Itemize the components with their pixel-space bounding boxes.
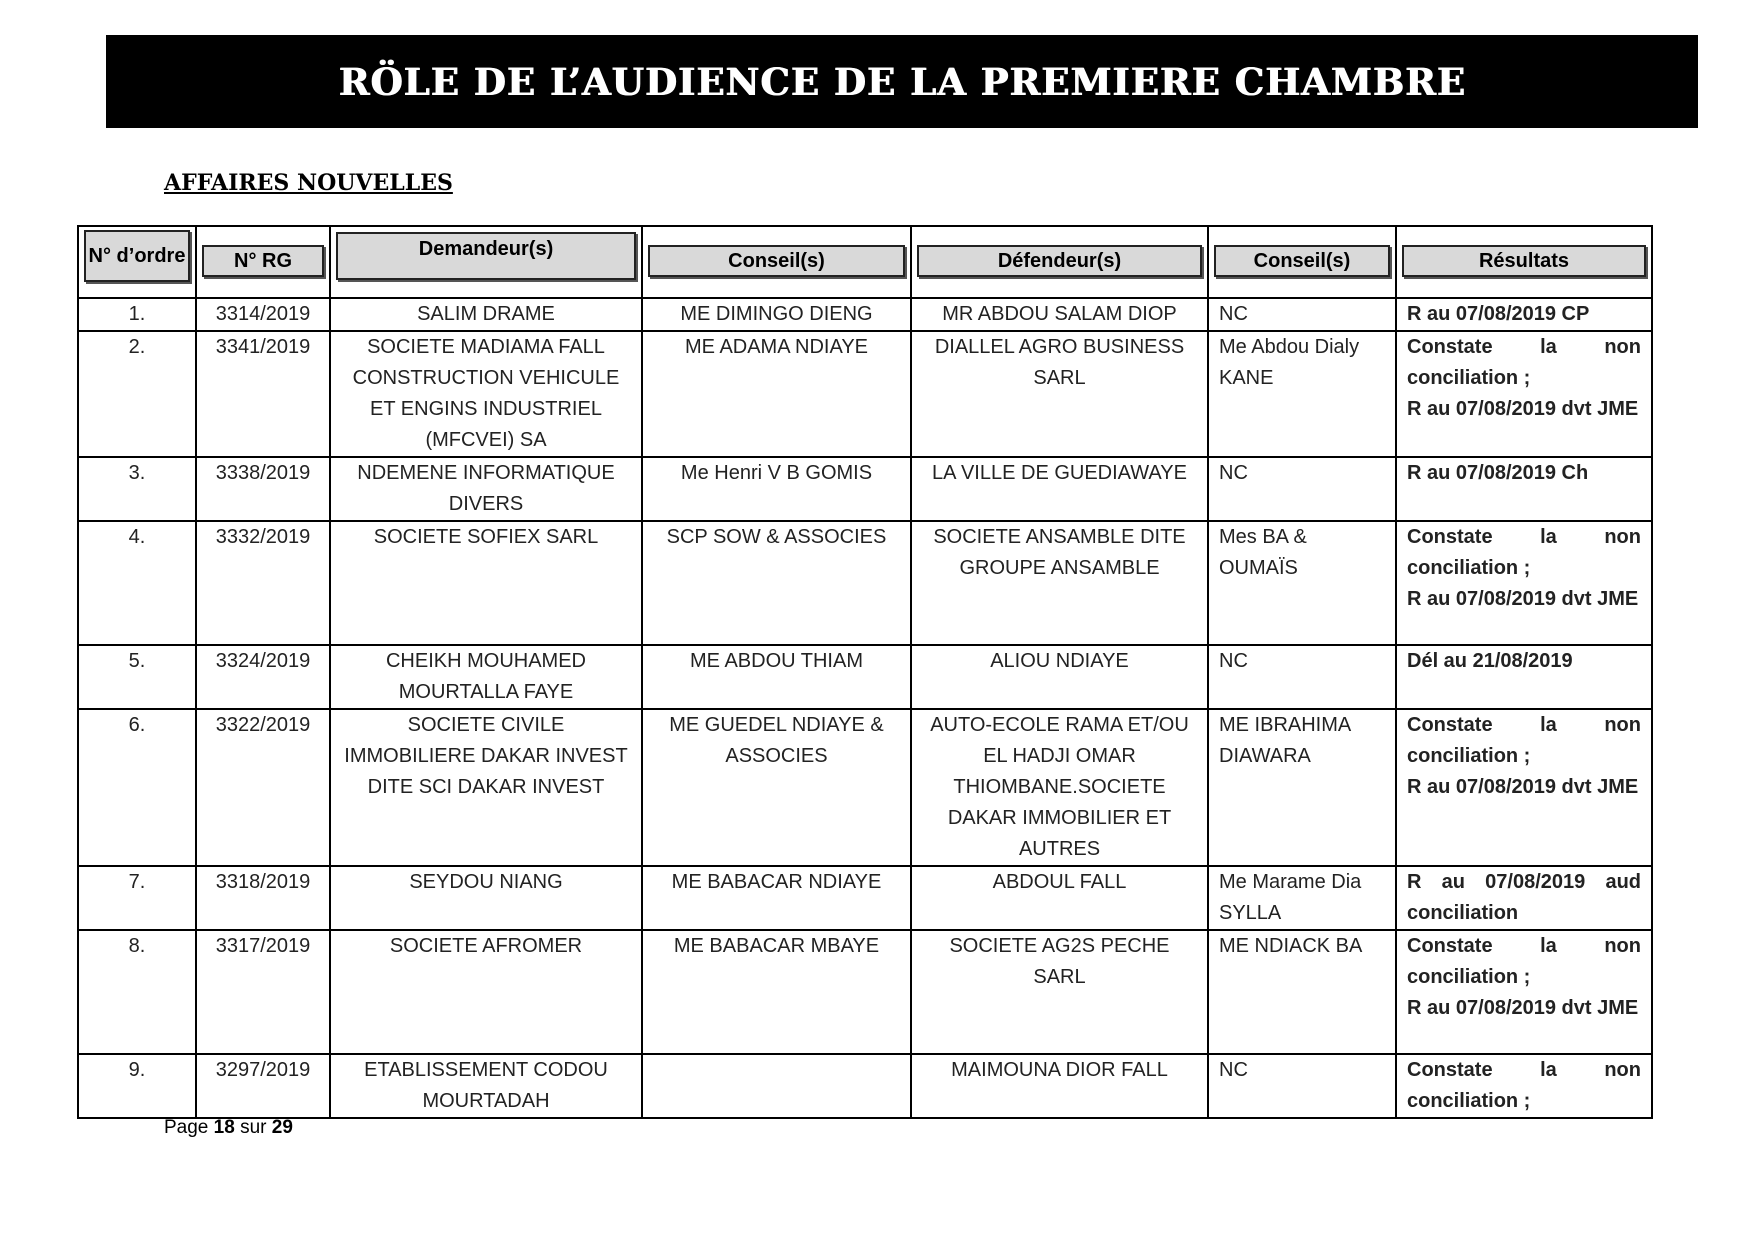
header-cell-rg (196, 226, 330, 298)
resultat-cell (1396, 298, 1652, 331)
header-cell-order (78, 226, 196, 298)
demandeur-cell: CHEIKH MOUHAMED MOURTALLA FAYE (330, 645, 642, 709)
resultat-cell (1396, 331, 1652, 457)
resultat-line: R au 07/08/2019 dvt JME (1407, 776, 1639, 798)
conseil-demandeur-cell: ME GUEDEL NDIAYE & ASSOCIES (642, 709, 911, 866)
page-title: RÖLE DE L’AUDIENCE DE LA PREMIERE CHAMBRE (338, 59, 1466, 104)
section-title: AFFAIRES NOUVELLES (164, 170, 453, 196)
table-row (78, 457, 1652, 521)
conseil-demandeur-cell: ME DIMINGO DIENG (642, 298, 911, 331)
page-total: 29 (271, 1117, 293, 1138)
page-label: Page (164, 1117, 209, 1138)
conseil-demandeur-cell: SCP SOW & ASSOCIES (642, 521, 911, 645)
table-row (78, 331, 1652, 457)
row-number: 8. (78, 930, 196, 1054)
conseil-demandeur-cell: ME ADAMA NDIAYE (642, 331, 911, 457)
conseil-defendeur-cell: ME NDIACK BA (1208, 930, 1396, 1054)
header-defendeur: Défendeur(s) (917, 245, 1202, 277)
resultat-line: Constate la non conciliation ; (1407, 526, 1641, 579)
conseil-defendeur-cell: Me Abdou Dialy KANE (1208, 331, 1396, 457)
defendeur-cell: MR ABDOU SALAM DIOP (911, 298, 1208, 331)
table-row (78, 298, 1652, 331)
row-number: 2. (78, 331, 196, 457)
resultat-line: Constate la non conciliation ; (1407, 1059, 1641, 1112)
defendeur-cell: SOCIETE AG2S PECHE SARL (911, 930, 1208, 1054)
resultat-line: Dél au 21/08/2019 (1407, 650, 1573, 672)
resultat-line: R au 07/08/2019 aud conciliation (1407, 871, 1641, 924)
header-cell-conseil-defendeur (1208, 226, 1396, 298)
resultat-line: Constate la non conciliation ; (1407, 336, 1641, 389)
header-conseil-defendeur: Conseil(s) (1214, 245, 1390, 277)
table-row (78, 1054, 1652, 1118)
conseil-defendeur-cell: Me Marame Dia SYLLA (1208, 866, 1396, 930)
conseil-demandeur-cell: ME BABACAR MBAYE (642, 930, 911, 1054)
row-number: 5. (78, 645, 196, 709)
page-of-label: sur (240, 1117, 267, 1138)
resultat-line: R au 07/08/2019 Ch (1407, 462, 1589, 484)
title-banner (106, 35, 1698, 128)
table-row (78, 521, 1652, 645)
resultat-line: R au 07/08/2019 dvt JME (1407, 398, 1639, 420)
rg-number: 3297/2019 (196, 1054, 330, 1118)
conseil-defendeur-cell: Mes BA & OUMAÏS (1208, 521, 1396, 645)
conseil-demandeur-cell (642, 1054, 911, 1118)
row-number: 1. (78, 298, 196, 331)
defendeur-cell: LA VILLE DE GUEDIAWAYE (911, 457, 1208, 521)
conseil-demandeur-cell: Me Henri V B GOMIS (642, 457, 911, 521)
conseil-defendeur-cell: ME IBRAHIMA DIAWARA (1208, 709, 1396, 866)
defendeur-cell: DIALLEL AGRO BUSINESS SARL (911, 331, 1208, 457)
resultat-cell (1396, 930, 1652, 1054)
header-demandeur: Demandeur(s) (336, 232, 636, 280)
demandeur-cell: SALIM DRAME (330, 298, 642, 331)
defendeur-cell: AUTO-ECOLE RAMA ET/OU EL HADJI OMAR THIOMBANE.SOCIETE DAKAR IMMOBILIER ET AUTRES (911, 709, 1208, 866)
conseil-demandeur-cell: ME BABACAR NDIAYE (642, 866, 911, 930)
row-number: 3. (78, 457, 196, 521)
conseil-demandeur-cell: ME ABDOU THIAM (642, 645, 911, 709)
conseil-defendeur-cell: NC (1208, 457, 1396, 521)
defendeur-cell: ALIOU NDIAYE (911, 645, 1208, 709)
header-rg: N° RG (202, 245, 324, 277)
resultat-line: R au 07/08/2019 dvt JME (1407, 997, 1639, 1019)
row-number: 7. (78, 866, 196, 930)
rg-number: 3314/2019 (196, 298, 330, 331)
conseil-defendeur-cell: NC (1208, 298, 1396, 331)
row-number: 9. (78, 1054, 196, 1118)
table-row (78, 930, 1652, 1054)
demandeur-cell: NDEMENE INFORMATIQUE DIVERS (330, 457, 642, 521)
header-cell-defendeur (911, 226, 1208, 298)
rg-number: 3322/2019 (196, 709, 330, 866)
table-header-row (78, 226, 1652, 298)
conseil-defendeur-cell: NC (1208, 1054, 1396, 1118)
row-number: 6. (78, 709, 196, 866)
rg-number: 3324/2019 (196, 645, 330, 709)
table-body (78, 298, 1652, 1118)
table-row (78, 645, 1652, 709)
row-number: 4. (78, 521, 196, 645)
table-row (78, 866, 1652, 930)
resultat-cell (1396, 866, 1652, 930)
header-cell-conseil-demandeur (642, 226, 911, 298)
resultat-line: R au 07/08/2019 CP (1407, 303, 1590, 325)
hearing-table (77, 225, 1653, 1119)
resultat-line: Constate la non conciliation ; (1407, 935, 1641, 988)
header-conseil-demandeur: Conseil(s) (648, 245, 905, 277)
demandeur-cell: ETABLISSEMENT CODOU MOURTADAH (330, 1054, 642, 1118)
resultat-line: Constate la non conciliation ; (1407, 714, 1641, 767)
resultat-cell (1396, 1054, 1652, 1118)
rg-number: 3317/2019 (196, 930, 330, 1054)
header-cell-resultats (1396, 226, 1652, 298)
header-cell-demandeur (330, 226, 642, 298)
resultat-cell (1396, 709, 1652, 866)
demandeur-cell: SEYDOU NIANG (330, 866, 642, 930)
header-resultats: Résultats (1402, 245, 1646, 277)
demandeur-cell: SOCIETE AFROMER (330, 930, 642, 1054)
resultat-cell (1396, 521, 1652, 645)
resultat-cell (1396, 457, 1652, 521)
conseil-defendeur-cell: NC (1208, 645, 1396, 709)
rg-number: 3338/2019 (196, 457, 330, 521)
demandeur-cell: SOCIETE SOFIEX SARL (330, 521, 642, 645)
demandeur-cell: SOCIETE MADIAMA FALL CONSTRUCTION VEHICULE ET ENGINS INDUSTRIEL (MFCVEI) SA (330, 331, 642, 457)
page-current: 18 (213, 1117, 235, 1138)
page-number (164, 1117, 293, 1139)
demandeur-cell: SOCIETE CIVILE IMMOBILIERE DAKAR INVEST DITE SCI DAKAR INVEST (330, 709, 642, 866)
defendeur-cell: SOCIETE ANSAMBLE DITE GROUPE ANSAMBLE (911, 521, 1208, 645)
header-order: N° d’ordre (84, 230, 190, 282)
resultat-cell (1396, 645, 1652, 709)
defendeur-cell: MAIMOUNA DIOR FALL (911, 1054, 1208, 1118)
rg-number: 3318/2019 (196, 866, 330, 930)
defendeur-cell: ABDOUL FALL (911, 866, 1208, 930)
rg-number: 3332/2019 (196, 521, 330, 645)
table-row (78, 709, 1652, 866)
rg-number: 3341/2019 (196, 331, 330, 457)
resultat-line: R au 07/08/2019 dvt JME (1407, 588, 1639, 610)
